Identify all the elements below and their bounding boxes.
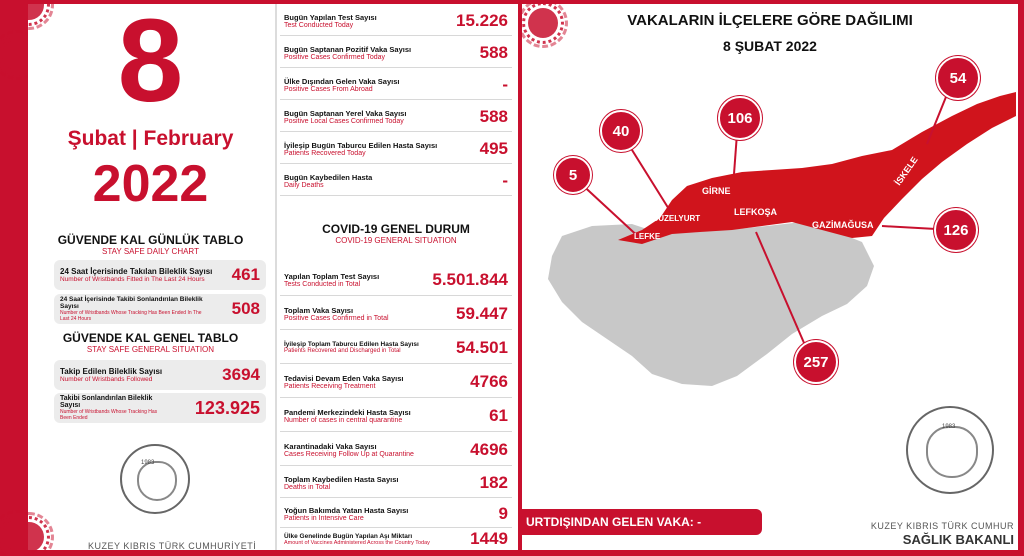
stat-label-en: Number of Wristbands Fitted in The Last 24 Hours	[60, 275, 205, 283]
stat-label-en: Number of Wristbands Followed	[60, 375, 153, 383]
stat-value: 5.501.844	[432, 269, 508, 289]
report-day: 8	[117, 4, 184, 127]
ministry-name-right: KUZEY KIBRIS TÜRK CUMHUR	[870, 521, 1014, 531]
general-subtitle: COVID-19 GENERAL SITUATION	[335, 236, 457, 245]
emblem-icon	[906, 406, 994, 494]
district-label: GAZİMAĞUSA	[812, 220, 874, 230]
stat-value: 508	[231, 299, 260, 318]
stat-label-tr: Ülke Dışından Gelen Vaka Sayısı	[284, 76, 400, 86]
stat-label-tr: Toplam Vaka Sayısı	[284, 305, 354, 315]
case-bubble: 257	[794, 340, 838, 384]
emblem-icon	[120, 444, 190, 514]
safe-general-heading	[28, 331, 273, 354]
virus-decoration-icon	[28, 522, 44, 550]
stat-label-en: Patients in Intensive Care	[284, 514, 364, 522]
stat-value: 1449	[470, 529, 508, 548]
abroad-cases-banner: URTDIŞINDAN GELEN VAKA: -	[522, 509, 762, 535]
stat-label-tr: Ülke Genelinde Bugün Yapılan Aşı Miktarı	[284, 532, 413, 540]
stat-value: 588	[479, 106, 508, 126]
stat-card	[54, 393, 266, 423]
report-month: Şubat | February	[67, 127, 234, 150]
district-label: LEFKOŞA	[734, 207, 778, 217]
stat-label-tr: Bugün Saptanan Yerel Vaka Sayısı	[284, 108, 407, 118]
stat-label-tr: Bugün Yapılan Test Sayısı	[284, 12, 377, 22]
case-bubble: 40	[600, 110, 642, 152]
stat-value: 461	[231, 265, 260, 284]
stat-value: 54.501	[456, 337, 508, 357]
list-item	[280, 6, 512, 36]
stat-label-en: Daily Deaths	[284, 181, 324, 189]
stat-card	[54, 260, 266, 290]
district-label: GÜZELYURT	[652, 214, 701, 223]
list-item	[280, 298, 512, 330]
stat-label-tr: Toplam Kaybedilen Hasta Sayısı	[284, 474, 399, 484]
list-item	[280, 264, 512, 296]
district-label: LEFKE	[634, 232, 661, 241]
stat-label-en: Number of cases in central quarantine	[284, 416, 403, 424]
list-item	[280, 500, 512, 528]
stat-label-en: Deaths in Total	[284, 483, 331, 491]
stat-label-en: Patients Recovered Today	[284, 149, 366, 157]
stat-value: 59.447	[456, 303, 508, 323]
stat-value: 9	[498, 503, 508, 523]
ministry-name-left: KUZEY KIBRIS TÜRK CUMHURİYETİ	[88, 541, 257, 550]
stat-value: 4696	[470, 439, 508, 459]
stat-label-en: Tests Conducted in Total	[284, 280, 361, 288]
daily-report-panel	[28, 4, 518, 550]
stat-label-en: Patients Receiving Treatment	[284, 382, 376, 390]
case-bubble: 5	[554, 156, 592, 194]
list-item	[280, 166, 512, 196]
district-label: GİRNE	[702, 186, 731, 196]
stat-label-tr: İyileşip Bugün Taburcu Edilen Hasta Sayısı	[284, 140, 438, 150]
stat-label-en: Test Conducted Today	[284, 21, 354, 29]
stat-label-tr: Karantinadaki Vaka Sayısı	[284, 441, 377, 451]
report-year: 2022	[92, 155, 209, 213]
general-situation-heading	[280, 222, 512, 245]
ministry-name-right-bold: SAĞLIK BAKANLI	[902, 532, 1014, 547]
stat-label-en: Positive Cases Confirmed in Total	[284, 314, 389, 322]
emblem-year-right: 1983	[942, 424, 956, 430]
stat-label-tr: Yapılan Toplam Test Sayısı	[284, 271, 380, 281]
list-item	[280, 38, 512, 68]
stat-value: 61	[489, 405, 508, 425]
list-item	[280, 366, 512, 398]
list-item	[280, 102, 512, 132]
stat-card	[54, 360, 266, 390]
stat-label-en: Positive Cases From Abroad	[284, 85, 373, 93]
list-item	[280, 332, 512, 364]
list-item	[280, 434, 512, 466]
case-bubble: 126	[934, 208, 978, 252]
stat-label-tr: İyileşip Toplam Taburcu Edilen Hasta Sayısı	[284, 341, 419, 348]
list-item	[280, 528, 512, 550]
list-item	[280, 134, 512, 164]
stat-value: 588	[479, 42, 508, 62]
stat-label-tr: Bugün Kaybedilen Hasta	[284, 172, 373, 182]
stat-label-tr: 24 Saat İçerisinde Takibi Sonlandırılan Bileklik Sayısı	[60, 296, 203, 310]
stat-value: 4766	[470, 371, 508, 391]
case-bubble: 54	[936, 56, 980, 100]
emblem-year-left: 1983	[141, 460, 155, 466]
map-title: VAKALARIN İLÇELERE GÖRE DAĞILIMI	[627, 12, 913, 29]
stat-label-tr: Takibi Sonlandırılan Bileklik Sayısı	[60, 395, 153, 409]
stat-card	[54, 294, 266, 324]
stat-value: 495	[479, 138, 508, 158]
stat-label-en: Number of Wristbands Whose Tracking Has Been Ended In The Last 24 Hours	[60, 310, 202, 322]
district-map-panel	[522, 4, 1018, 550]
stat-value: -	[502, 170, 508, 190]
stat-label-tr: Tedavisi Devam Eden Vaka Sayısı	[284, 373, 404, 383]
column-divider	[275, 4, 277, 550]
stat-value: 15.226	[456, 10, 508, 30]
stat-label-en: Patients Recovered and Discharged in Total	[284, 348, 401, 354]
stat-label-en: Positive Cases Confirmed Today	[284, 53, 386, 61]
list-item	[280, 468, 512, 498]
list-item	[280, 70, 512, 100]
list-item	[280, 400, 512, 432]
stat-label-tr: Pandemi Merkezindeki Hasta Sayısı	[284, 407, 411, 417]
stat-label-en: Positive Local Cases Confirmed Today	[284, 117, 404, 125]
stat-label-tr: Bugün Saptanan Pozitif Vaka Sayısı	[284, 44, 412, 54]
stat-label-en: Number of Wristbands Whose Tracking Has Been Ended	[60, 409, 158, 421]
general-title: COVID-19 GENEL DURUM	[322, 222, 470, 236]
map-date: 8 ŞUBAT 2022	[723, 38, 817, 54]
stat-label-tr: 24 Saat İçerisinde Takılan Bileklik Sayısı	[60, 266, 213, 276]
safe-daily-heading	[28, 233, 273, 256]
safe-daily-subtitle: STAY SAFE DAILY CHART	[102, 247, 199, 256]
stat-value: 123.925	[194, 397, 260, 418]
stat-value: 3694	[222, 365, 260, 384]
safe-general-title: GÜVENDE KAL GENEL TABLO	[62, 331, 239, 345]
stat-label-tr: Yoğun Bakımda Yatan Hasta Sayısı	[284, 505, 409, 515]
safe-general-subtitle: STAY SAFE GENERAL SITUATION	[86, 345, 215, 354]
case-bubble: 106	[718, 96, 762, 140]
district-label: İSKELE	[892, 154, 920, 188]
stat-label-en: Amount of Vaccines Administered Across the Country Today	[284, 539, 430, 546]
stat-value: -	[502, 74, 508, 94]
safe-daily-title: GÜVENDE KAL GÜNLÜK TABLO	[57, 233, 244, 247]
stat-label-en: Cases Receiving Follow Up at Quarantine	[284, 450, 414, 458]
stat-label-tr: Takip Edilen Bileklik Sayısı	[60, 366, 163, 376]
stat-value: 182	[479, 472, 508, 492]
